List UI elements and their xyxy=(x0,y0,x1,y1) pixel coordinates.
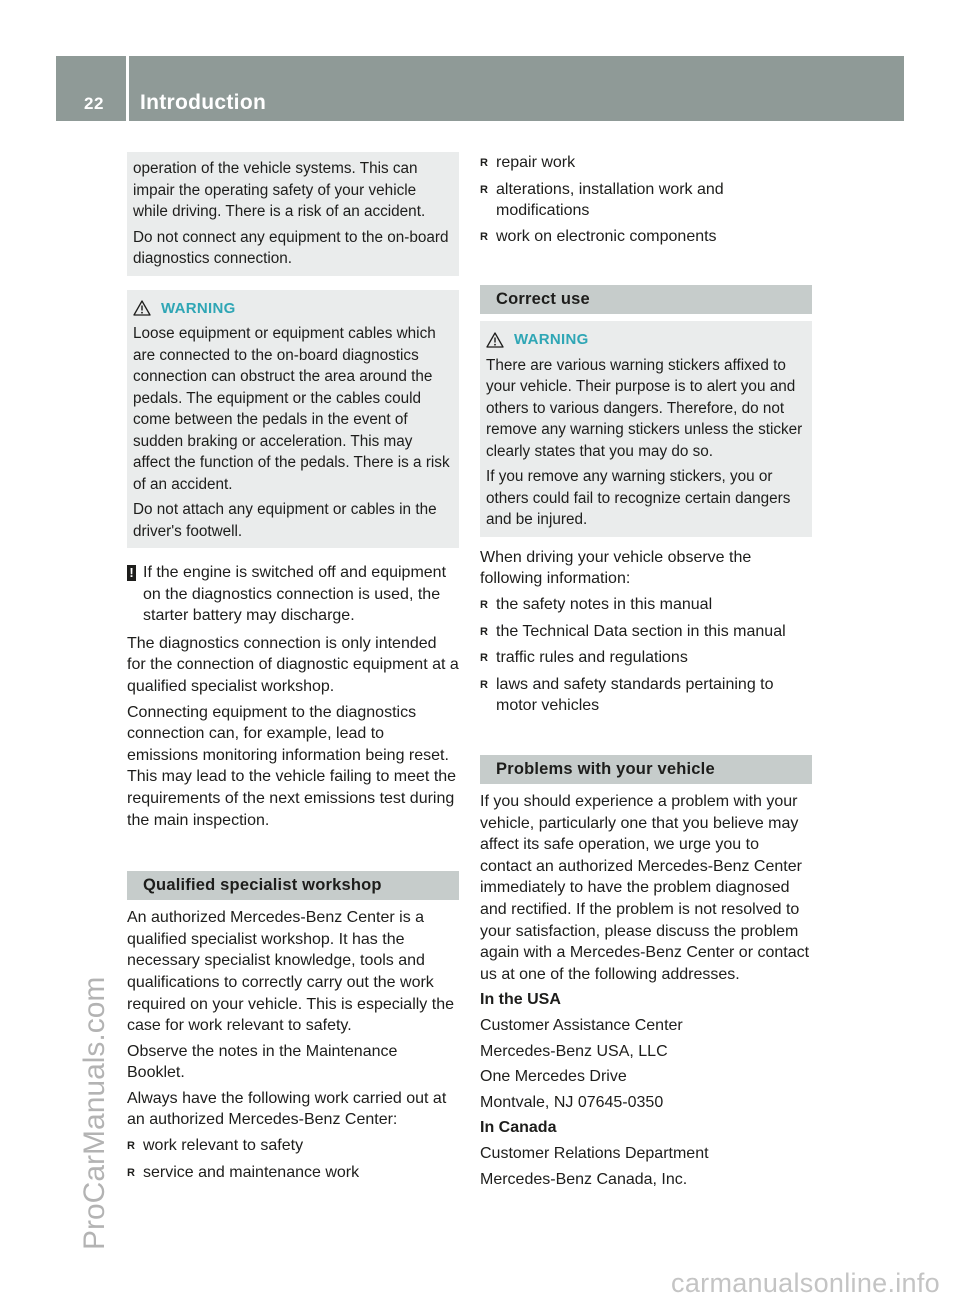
side-watermark: ProCarManuals.com xyxy=(78,976,111,1250)
list-item xyxy=(480,647,812,670)
warning-triangle-icon xyxy=(133,300,151,316)
list-item-text: the Technical Data section in this manual xyxy=(496,622,786,640)
list-item xyxy=(480,226,812,249)
list-item-text: the safety notes in this manual xyxy=(496,596,713,614)
list-item xyxy=(480,594,812,617)
bullet-arrow-icon: R xyxy=(480,157,488,169)
note-text: If the engine is switched off and equipment on the diagnostics connection is used, the starter battery may discharge. xyxy=(143,564,447,625)
list-item xyxy=(480,674,812,717)
warning-text: There are various warning stickers affixed to your vehicle. Their purpose is to alert you and others to various dangers. Therefore, do not remove any warning stickers unless the sticker clearly states that you may do so. xyxy=(486,356,803,460)
list-item xyxy=(480,179,812,222)
body-paragraph: An authorized Mercedes-Benz Center is a qualified specialist workshop. It has the necessary specialist knowledge, tools and qualifications to correctly carry out the work required on your vehicle. This is especially the case for work relevant to safety. xyxy=(127,909,454,1035)
page-number: 22 xyxy=(84,94,104,113)
right-column xyxy=(480,152,812,1194)
note-item xyxy=(127,562,459,627)
body-paragraph: The diagnostics connection is only intended for the connection of diagnostic equipment at a qualified specialist workshop. xyxy=(127,634,459,695)
list-item xyxy=(480,621,812,644)
list-item xyxy=(127,1135,459,1158)
warning-box-continued xyxy=(127,152,459,276)
bullet-arrow-icon: R xyxy=(480,599,488,612)
body-paragraph: If you should experience a problem with your vehicle, particularly one that you believe may affect its safe operation, we urge you to contact an authorized Mercedes-Benz Center immediately to have the problem diagnosed and rectified. If the problem is not resolved to your satisfaction, please discuss the problem again with a Mercedes-Benz Center or contact us at one of the following addresses. xyxy=(480,793,810,983)
page-header xyxy=(56,56,904,121)
address-heading-usa: In the USA xyxy=(480,991,561,1009)
warning-box xyxy=(127,290,459,549)
chapter-title: Introduction xyxy=(140,91,267,114)
list-item-text: repair work xyxy=(496,154,576,171)
warning-box xyxy=(480,321,812,537)
warning-triangle-icon xyxy=(486,332,504,348)
list-item-text: traffic rules and regulations xyxy=(496,649,688,667)
exclamation-icon: ! xyxy=(127,565,136,581)
bullet-arrow-icon: R xyxy=(480,652,488,665)
bullet-arrow-icon: R xyxy=(127,1166,135,1179)
bullet-arrow-icon: R xyxy=(480,230,488,243)
address-line: Customer Assistance Center xyxy=(480,1016,683,1034)
warning-header xyxy=(133,298,453,320)
address-line: Mercedes-Benz USA, LLC xyxy=(480,1042,668,1060)
list-item xyxy=(480,152,812,175)
header-divider xyxy=(126,56,129,121)
warning-text: Do not attach any equipment or cables in the driver's footwell. xyxy=(133,501,437,540)
section-heading-correct-use: Correct use xyxy=(480,285,812,314)
warning-label: WARNING xyxy=(514,331,589,349)
left-column xyxy=(127,158,459,1188)
section-heading-workshop: Qualified specialist workshop xyxy=(127,871,459,900)
body-paragraph: Connecting equipment to the diagnostics connection can, for example, lead to emissions monitoring information being reset. This may lead to the vehicle failing to meet the requirements of the next emissions test during the main inspection. xyxy=(127,703,457,829)
address-line: Mercedes-Benz Canada, Inc. xyxy=(480,1170,688,1188)
bullet-arrow-icon: R xyxy=(480,678,488,691)
warning-text: Loose equipment or equipment cables which are connected to the on-board diagnostics connection can obstruct the area around the pedals. The equipment or the cables could come between the pedals in the event of sudden braking or acceleration. This may affect the function of the pedals. There is a risk of an accident. xyxy=(133,325,450,493)
bullet-arrow-icon: R xyxy=(480,183,488,196)
box-paragraph: operation of the vehicle systems. This can impair the operating safety of your vehicle while driving. There is a risk of an accident. xyxy=(133,160,426,220)
list-item-text: work relevant to safety xyxy=(143,1137,304,1155)
body-paragraph: Observe the notes in the Maintenance Booklet. xyxy=(127,1042,398,1082)
address-line: One Mercedes Drive xyxy=(480,1068,627,1086)
bottom-watermark: carmanualsonline.info xyxy=(671,1268,940,1298)
body-paragraph: When driving your vehicle observe the following information: xyxy=(480,548,752,588)
list-item-text: laws and safety standards pertaining to motor vehicles xyxy=(496,675,774,715)
list-item-text: service and maintenance work xyxy=(143,1163,360,1181)
warning-label: WARNING xyxy=(161,299,236,317)
list-item-text: alterations, installation work and modifications xyxy=(496,180,724,220)
warning-text: If you remove any warning stickers, you or others could fail to recognize certain dangers and be injured. xyxy=(486,468,791,529)
warning-header xyxy=(486,329,806,351)
list-item-text: work on electronic components xyxy=(496,227,717,245)
body-paragraph: Always have the following work carried out at an authorized Mercedes-Benz Center: xyxy=(127,1089,447,1129)
bullet-arrow-icon: R xyxy=(480,625,488,638)
bullet-arrow-icon: R xyxy=(127,1140,135,1153)
list-item xyxy=(127,1162,459,1185)
address-line: Montvale, NJ 07645-0350 xyxy=(480,1093,664,1111)
section-heading-problems: Problems with your vehicle xyxy=(480,755,812,784)
address-line: Customer Relations Department xyxy=(480,1144,709,1162)
address-heading-canada: In Canada xyxy=(480,1119,557,1137)
box-paragraph: Do not connect any equipment to the on-board diagnostics connection. xyxy=(133,228,449,267)
